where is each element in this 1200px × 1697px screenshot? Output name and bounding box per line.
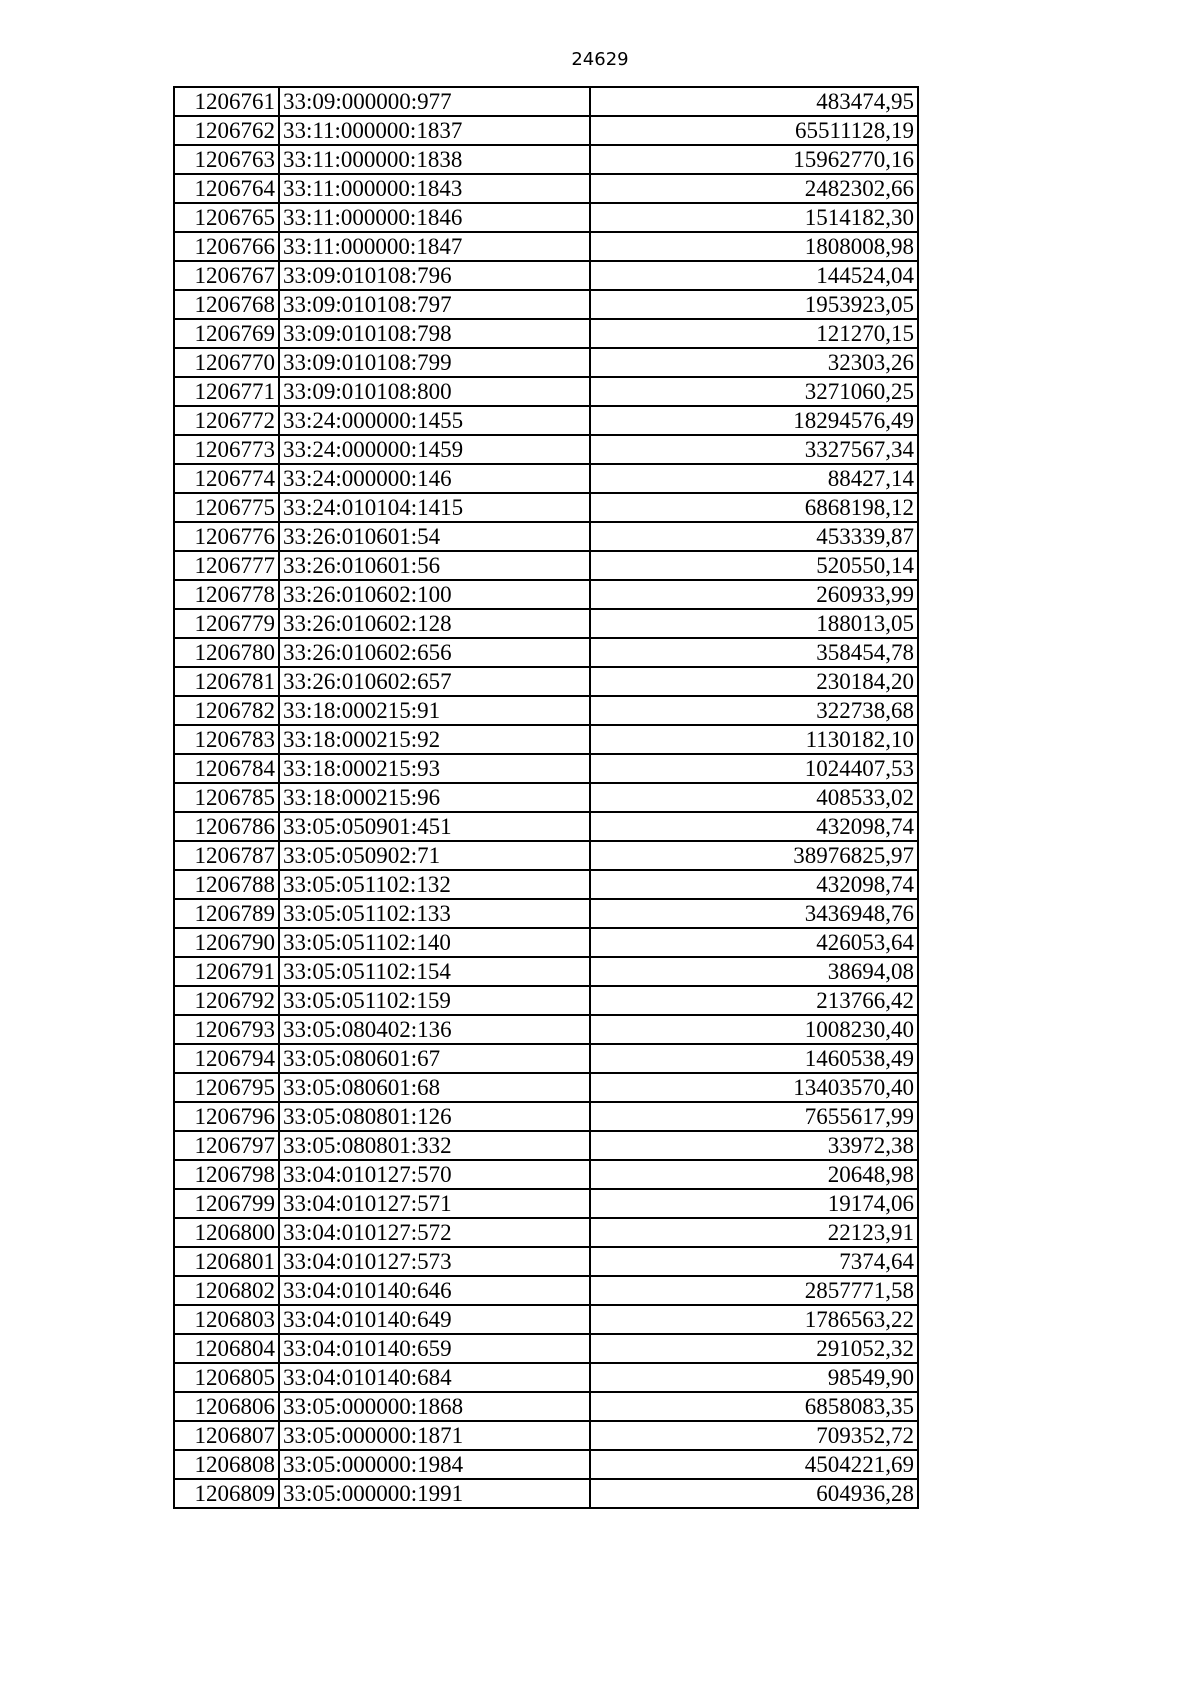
cadastral-value-cell: 33972,38 [590, 1131, 918, 1160]
cadastral-value-cell: 7655617,99 [590, 1102, 918, 1131]
table-row [174, 116, 918, 145]
table-row [174, 1015, 918, 1044]
cadastral-value-cell: 188013,05 [590, 609, 918, 638]
cadastral-number-cell: 33:26:010602:100 [279, 580, 590, 609]
cadastral-number-cell: 33:11:000000:1843 [279, 174, 590, 203]
cadastral-value-cell: 88427,14 [590, 464, 918, 493]
cadastral-number-cell: 33:24:000000:1459 [279, 435, 590, 464]
row-id-cell: 1206779 [174, 609, 279, 638]
cadastral-number-cell: 33:18:000215:93 [279, 754, 590, 783]
row-id-cell: 1206784 [174, 754, 279, 783]
cadastral-value-cell: 291052,32 [590, 1334, 918, 1363]
row-id-cell: 1206787 [174, 841, 279, 870]
table-row [174, 899, 918, 928]
table-row [174, 464, 918, 493]
table-row [174, 551, 918, 580]
row-id-cell: 1206790 [174, 928, 279, 957]
row-id-cell: 1206783 [174, 725, 279, 754]
cadastral-value-cell: 2857771,58 [590, 1276, 918, 1305]
table-row [174, 87, 918, 116]
cadastral-value-cell: 1460538,49 [590, 1044, 918, 1073]
row-id-cell: 1206785 [174, 783, 279, 812]
cadastral-value-cell: 20648,98 [590, 1160, 918, 1189]
cadastral-value-cell: 1514182,30 [590, 203, 918, 232]
cadastral-value-cell: 65511128,19 [590, 116, 918, 145]
cadastral-value-cell: 322738,68 [590, 696, 918, 725]
row-id-cell: 1206794 [174, 1044, 279, 1073]
row-id-cell: 1206777 [174, 551, 279, 580]
table-row [174, 261, 918, 290]
row-id-cell: 1206778 [174, 580, 279, 609]
table-row [174, 725, 918, 754]
table-row [174, 841, 918, 870]
cadastral-value-cell: 3436948,76 [590, 899, 918, 928]
row-id-cell: 1206792 [174, 986, 279, 1015]
cadastral-value-cell: 432098,74 [590, 870, 918, 899]
table-row [174, 986, 918, 1015]
table-row [174, 580, 918, 609]
cadastral-value-cell: 213766,42 [590, 986, 918, 1015]
table-row [174, 1160, 918, 1189]
row-id-cell: 1206786 [174, 812, 279, 841]
cadastral-number-cell: 33:11:000000:1846 [279, 203, 590, 232]
row-id-cell: 1206775 [174, 493, 279, 522]
cadastral-number-cell: 33:05:051102:132 [279, 870, 590, 899]
row-id-cell: 1206807 [174, 1421, 279, 1450]
cadastral-number-cell: 33:26:010602:128 [279, 609, 590, 638]
cadastral-number-cell: 33:05:051102:159 [279, 986, 590, 1015]
table-row [174, 754, 918, 783]
row-id-cell: 1206768 [174, 290, 279, 319]
table-row [174, 638, 918, 667]
table-row [174, 1073, 918, 1102]
cadastral-number-cell: 33:04:010140:646 [279, 1276, 590, 1305]
row-id-cell: 1206769 [174, 319, 279, 348]
cadastral-value-cell: 121270,15 [590, 319, 918, 348]
table-row [174, 1189, 918, 1218]
cadastral-number-cell: 33:18:000215:92 [279, 725, 590, 754]
row-id-cell: 1206766 [174, 232, 279, 261]
cadastral-value-cell: 230184,20 [590, 667, 918, 696]
table-row [174, 1131, 918, 1160]
cadastral-number-cell: 33:26:010601:54 [279, 522, 590, 551]
row-id-cell: 1206809 [174, 1479, 279, 1508]
row-id-cell: 1206773 [174, 435, 279, 464]
table-row [174, 1218, 918, 1247]
row-id-cell: 1206799 [174, 1189, 279, 1218]
cadastral-value-cell: 1130182,10 [590, 725, 918, 754]
table-row [174, 232, 918, 261]
cadastral-number-cell: 33:05:051102:154 [279, 957, 590, 986]
cadastral-value-table [173, 86, 919, 1509]
table-row [174, 1102, 918, 1131]
cadastral-number-cell: 33:05:080402:136 [279, 1015, 590, 1044]
cadastral-value-cell: 604936,28 [590, 1479, 918, 1508]
table-body [174, 87, 918, 1508]
cadastral-value-cell: 7374,64 [590, 1247, 918, 1276]
cadastral-value-cell: 1024407,53 [590, 754, 918, 783]
cadastral-number-cell: 33:05:080601:68 [279, 1073, 590, 1102]
cadastral-value-cell: 483474,95 [590, 87, 918, 116]
cadastral-value-cell: 3271060,25 [590, 377, 918, 406]
cadastral-number-cell: 33:04:010127:573 [279, 1247, 590, 1276]
cadastral-number-cell: 33:24:000000:1455 [279, 406, 590, 435]
table-row [174, 1334, 918, 1363]
row-id-cell: 1206776 [174, 522, 279, 551]
page-number: 24629 [571, 49, 629, 70]
table-row [174, 812, 918, 841]
row-id-cell: 1206805 [174, 1363, 279, 1392]
cadastral-number-cell: 33:04:010127:570 [279, 1160, 590, 1189]
table-row [174, 1479, 918, 1508]
table-row [174, 1044, 918, 1073]
cadastral-number-cell: 33:04:010140:684 [279, 1363, 590, 1392]
cadastral-number-cell: 33:11:000000:1837 [279, 116, 590, 145]
cadastral-number-cell: 33:09:010108:797 [279, 290, 590, 319]
cadastral-value-cell: 1008230,40 [590, 1015, 918, 1044]
table-row [174, 1363, 918, 1392]
cadastral-value-cell: 358454,78 [590, 638, 918, 667]
cadastral-value-cell: 6868198,12 [590, 493, 918, 522]
row-id-cell: 1206804 [174, 1334, 279, 1363]
cadastral-number-cell: 33:11:000000:1838 [279, 145, 590, 174]
row-id-cell: 1206788 [174, 870, 279, 899]
row-id-cell: 1206774 [174, 464, 279, 493]
table-row [174, 348, 918, 377]
cadastral-number-cell: 33:05:051102:140 [279, 928, 590, 957]
row-id-cell: 1206764 [174, 174, 279, 203]
table-row [174, 1276, 918, 1305]
cadastral-number-cell: 33:05:080801:126 [279, 1102, 590, 1131]
table-row [174, 174, 918, 203]
cadastral-value-cell: 13403570,40 [590, 1073, 918, 1102]
cadastral-number-cell: 33:24:000000:146 [279, 464, 590, 493]
table-row [174, 1421, 918, 1450]
cadastral-number-cell: 33:09:010108:799 [279, 348, 590, 377]
row-id-cell: 1206802 [174, 1276, 279, 1305]
cadastral-value-cell: 1953923,05 [590, 290, 918, 319]
cadastral-number-cell: 33:11:000000:1847 [279, 232, 590, 261]
row-id-cell: 1206796 [174, 1102, 279, 1131]
cadastral-number-cell: 33:05:050901:451 [279, 812, 590, 841]
table-row [174, 522, 918, 551]
cadastral-number-cell: 33:05:000000:1868 [279, 1392, 590, 1421]
cadastral-value-cell: 144524,04 [590, 261, 918, 290]
row-id-cell: 1206803 [174, 1305, 279, 1334]
cadastral-value-cell: 453339,87 [590, 522, 918, 551]
cadastral-value-cell: 1808008,98 [590, 232, 918, 261]
row-id-cell: 1206806 [174, 1392, 279, 1421]
table-row [174, 1305, 918, 1334]
table-row [174, 203, 918, 232]
cadastral-number-cell: 33:18:000215:91 [279, 696, 590, 725]
cadastral-value-cell: 6858083,35 [590, 1392, 918, 1421]
cadastral-number-cell: 33:09:010108:800 [279, 377, 590, 406]
cadastral-value-cell: 32303,26 [590, 348, 918, 377]
cadastral-number-cell: 33:04:010140:649 [279, 1305, 590, 1334]
cadastral-number-cell: 33:05:000000:1991 [279, 1479, 590, 1508]
cadastral-value-cell: 38694,08 [590, 957, 918, 986]
cadastral-value-cell: 520550,14 [590, 551, 918, 580]
table-row [174, 667, 918, 696]
table-row [174, 1247, 918, 1276]
row-id-cell: 1206797 [174, 1131, 279, 1160]
cadastral-value-cell: 22123,91 [590, 1218, 918, 1247]
cadastral-number-cell: 33:04:010127:572 [279, 1218, 590, 1247]
row-id-cell: 1206765 [174, 203, 279, 232]
cadastral-number-cell: 33:05:000000:1984 [279, 1450, 590, 1479]
table-row [174, 928, 918, 957]
cadastral-value-cell: 426053,64 [590, 928, 918, 957]
cadastral-value-cell: 3327567,34 [590, 435, 918, 464]
row-id-cell: 1206791 [174, 957, 279, 986]
cadastral-number-cell: 33:05:080601:67 [279, 1044, 590, 1073]
cadastral-value-cell: 709352,72 [590, 1421, 918, 1450]
row-id-cell: 1206771 [174, 377, 279, 406]
table-row [174, 290, 918, 319]
cadastral-number-cell: 33:18:000215:96 [279, 783, 590, 812]
cadastral-number-cell: 33:05:050902:71 [279, 841, 590, 870]
row-id-cell: 1206770 [174, 348, 279, 377]
cadastral-value-cell: 2482302,66 [590, 174, 918, 203]
cadastral-number-cell: 33:05:051102:133 [279, 899, 590, 928]
cadastral-number-cell: 33:09:000000:977 [279, 87, 590, 116]
cadastral-number-cell: 33:24:010104:1415 [279, 493, 590, 522]
cadastral-number-cell: 33:09:010108:798 [279, 319, 590, 348]
cadastral-value-cell: 19174,06 [590, 1189, 918, 1218]
table-row [174, 609, 918, 638]
table-row [174, 319, 918, 348]
cadastral-value-cell: 18294576,49 [590, 406, 918, 435]
table-row [174, 1392, 918, 1421]
cadastral-number-cell: 33:26:010602:657 [279, 667, 590, 696]
cadastral-number-cell: 33:05:000000:1871 [279, 1421, 590, 1450]
table-row [174, 783, 918, 812]
row-id-cell: 1206789 [174, 899, 279, 928]
row-id-cell: 1206772 [174, 406, 279, 435]
cadastral-value-cell: 4504221,69 [590, 1450, 918, 1479]
table-row [174, 870, 918, 899]
cadastral-number-cell: 33:04:010127:571 [279, 1189, 590, 1218]
table-row [174, 696, 918, 725]
row-id-cell: 1206780 [174, 638, 279, 667]
cadastral-number-cell: 33:26:010601:56 [279, 551, 590, 580]
row-id-cell: 1206800 [174, 1218, 279, 1247]
cadastral-value-cell: 260933,99 [590, 580, 918, 609]
row-id-cell: 1206763 [174, 145, 279, 174]
table-row [174, 406, 918, 435]
table-row [174, 377, 918, 406]
cadastral-value-cell: 408533,02 [590, 783, 918, 812]
table-row [174, 493, 918, 522]
row-id-cell: 1206781 [174, 667, 279, 696]
row-id-cell: 1206808 [174, 1450, 279, 1479]
row-id-cell: 1206795 [174, 1073, 279, 1102]
cadastral-value-cell: 38976825,97 [590, 841, 918, 870]
cadastral-number-cell: 33:05:080801:332 [279, 1131, 590, 1160]
cadastral-value-cell: 98549,90 [590, 1363, 918, 1392]
cadastral-number-cell: 33:04:010140:659 [279, 1334, 590, 1363]
cadastral-value-cell: 15962770,16 [590, 145, 918, 174]
table-row [174, 145, 918, 174]
table-row [174, 957, 918, 986]
cadastral-value-cell: 432098,74 [590, 812, 918, 841]
cadastral-number-cell: 33:09:010108:796 [279, 261, 590, 290]
row-id-cell: 1206793 [174, 1015, 279, 1044]
row-id-cell: 1206798 [174, 1160, 279, 1189]
row-id-cell: 1206767 [174, 261, 279, 290]
cadastral-number-cell: 33:26:010602:656 [279, 638, 590, 667]
table-row [174, 1450, 918, 1479]
row-id-cell: 1206761 [174, 87, 279, 116]
cadastral-value-cell: 1786563,22 [590, 1305, 918, 1334]
row-id-cell: 1206762 [174, 116, 279, 145]
table-row [174, 435, 918, 464]
row-id-cell: 1206782 [174, 696, 279, 725]
row-id-cell: 1206801 [174, 1247, 279, 1276]
